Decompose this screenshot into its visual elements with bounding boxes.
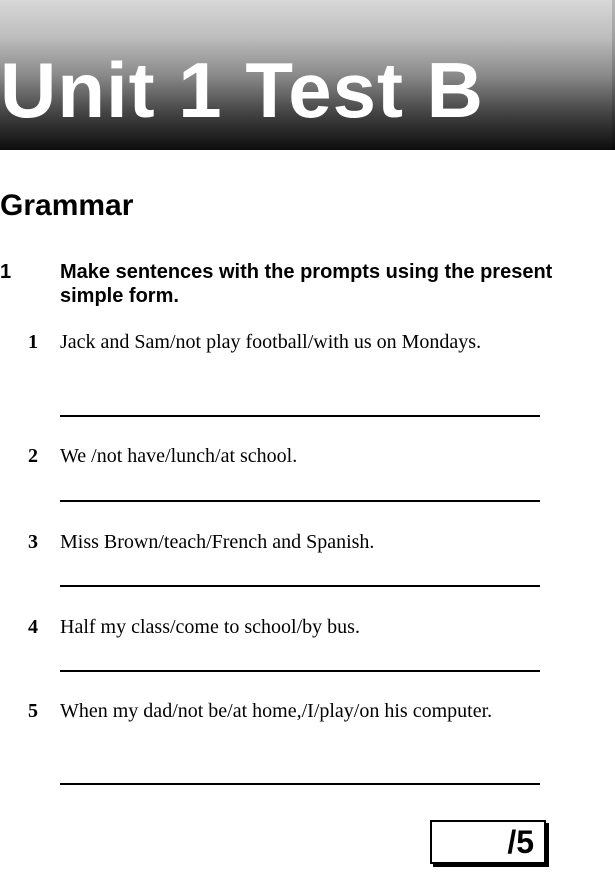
answer-line-5[interactable] (60, 783, 540, 785)
question-number: 5 (28, 700, 38, 722)
question-prompt: Half my class/come to school/by bus. (60, 616, 360, 638)
score-box: /5 (430, 820, 546, 864)
question-prompt: Miss Brown/teach/French and Spanish. (60, 531, 375, 553)
answer-line-4[interactable] (60, 670, 540, 672)
question-prompt: When my dad/not be/at home,/I/play/on his computer. (60, 700, 493, 722)
question-prompt: Jack and Sam/not play football/with us on Mondays. (60, 331, 482, 353)
question-number: 3 (28, 531, 38, 553)
answer-line-3[interactable] (60, 585, 540, 587)
answer-line-2[interactable] (60, 500, 540, 502)
question-prompt: We /not have/lunch/at school. (60, 445, 298, 467)
question-number: 1 (28, 331, 38, 353)
title-banner (0, 0, 615, 150)
question-number: 4 (28, 616, 38, 638)
answer-line-1[interactable] (60, 415, 540, 417)
exercise-number: 1 (0, 261, 12, 283)
section-heading: Grammar (0, 189, 134, 222)
page-title: Unit 1 Test B (0, 46, 484, 134)
exercise-instruction: Make sentences with the prompts using the present simple form. (60, 261, 553, 307)
question-number: 2 (28, 445, 38, 467)
